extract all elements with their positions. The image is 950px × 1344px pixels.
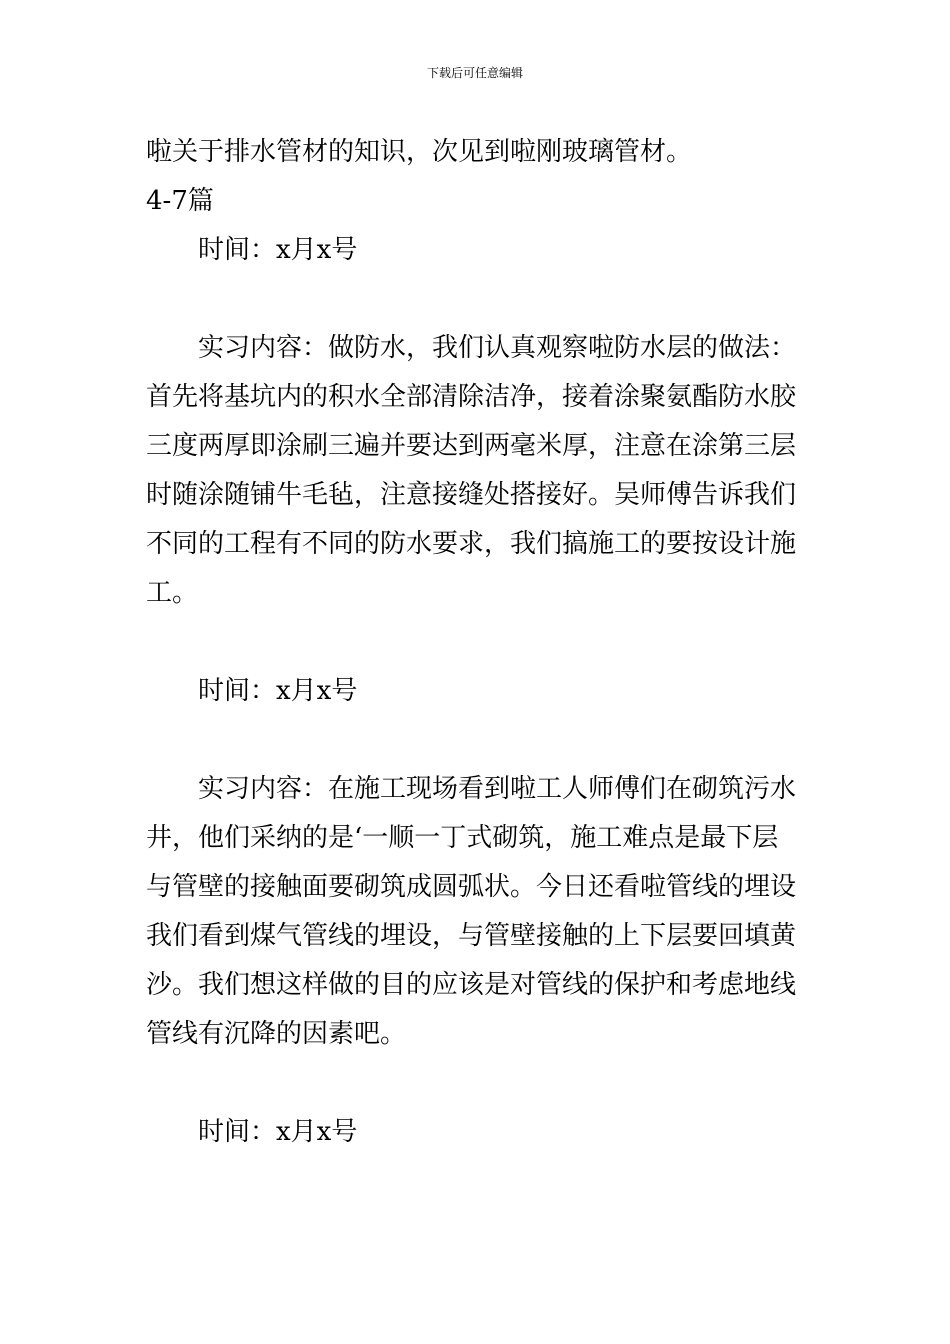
paragraph-line: 实习内容：在施工现场看到啦工人师傅们在砌筑污水 [198, 774, 797, 804]
blank-line [146, 716, 816, 765]
paragraph-line: 沙。我们想这样做的目的应该是对管线的保护和考虑地线 [146, 970, 797, 1000]
paragraph-line: 时随涂随铺牛毛毡，注意接缝处搭接好。吴师傅告诉我们 [146, 480, 797, 510]
blank-line [146, 275, 816, 324]
blank-line [146, 618, 816, 667]
paragraph-line: 工。 [146, 578, 199, 608]
section-heading: 4-7篇 [146, 186, 214, 216]
document-body [146, 128, 816, 1157]
paragraph-line: 不同的工程有不同的防水要求，我们搞施工的要按设计施 [146, 529, 797, 559]
paragraph-line: 三度两厚即涂刷三遍并要达到两毫米厚，注意在涂第三层 [146, 431, 797, 461]
paragraph-line: 与管壁的接触面要砌筑成圆弧状。今日还看啦管线的埋设 [146, 872, 797, 902]
paragraph-line: 啦关于排水管材的知识，次见到啦刚玻璃管材。 [146, 137, 693, 167]
paragraph-line: 管线有沉降的因素吧。 [146, 1019, 407, 1049]
paragraph-line: 井，他们采纳的是‘一顺一丁式砌筑，施工难点是最下层 [146, 823, 779, 853]
paragraph-line: 我们看到煤气管线的埋设，与管壁接触的上下层要回填黄 [146, 921, 797, 951]
paragraph-line: 实习内容：做防水，我们认真观察啦防水层的做法： [198, 333, 797, 363]
paragraph-line: 首先将基坑内的积水全部清除洁净，接着涂聚氨酯防水胶 [146, 382, 797, 412]
blank-line [146, 1059, 816, 1108]
page-header: 下载后可任意编辑 [426, 66, 523, 80]
date-line: 时间：x月x号 [198, 676, 358, 706]
date-line: 时间：x月x号 [198, 1117, 358, 1147]
date-line: 时间：x月x号 [198, 235, 358, 265]
